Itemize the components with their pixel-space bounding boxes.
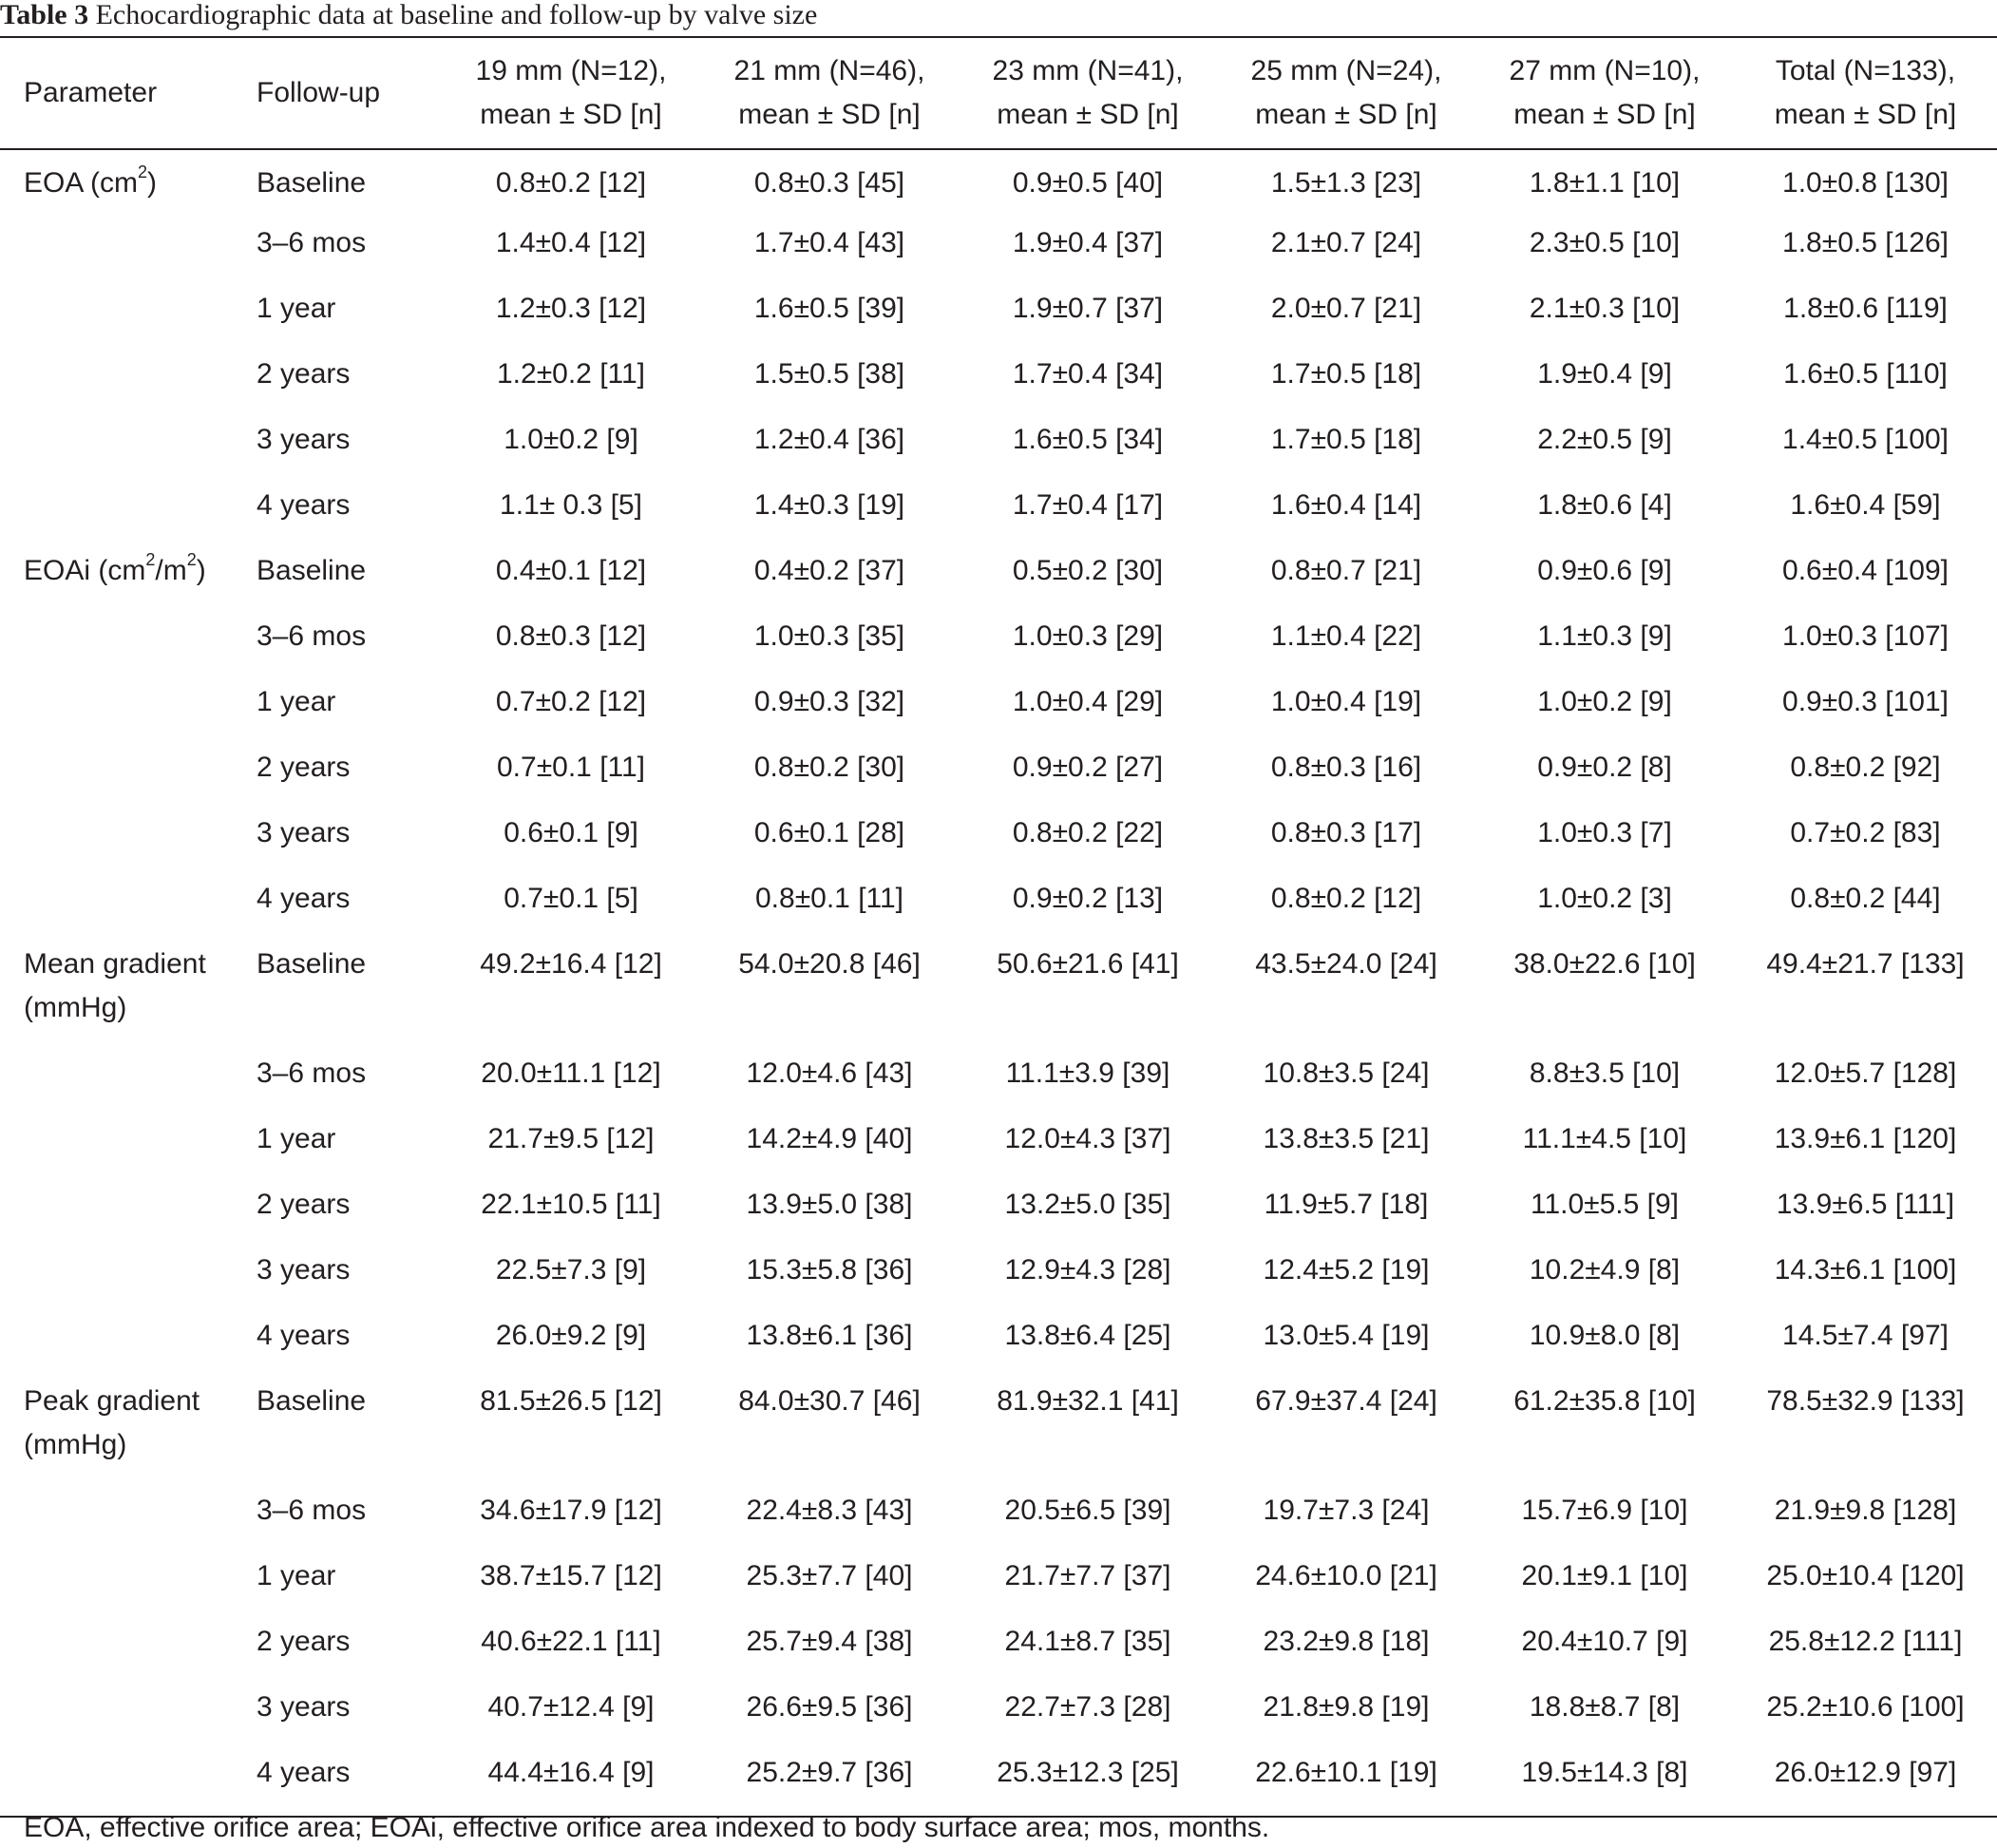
header-group-19mm [442,37,700,149]
value-cell: 84.0±30.7 [46] [738,1385,921,1417]
table-row [0,1489,1997,1554]
value-cell: 22.7±7.3 [28] [1004,1691,1171,1723]
value-cell: 12.0±4.3 [37] [1004,1123,1171,1154]
table-row [0,943,1997,1052]
value-cell: 19.7±7.3 [24] [1263,1495,1430,1526]
value-cell: 0.8±0.2 [92] [1790,752,1941,783]
table-row [0,418,1997,484]
parameter-cell [0,615,233,680]
value-cell: 20.1±9.1 [10] [1521,1560,1688,1591]
value-cell: 18.8±8.7 [8] [1529,1691,1681,1723]
header-parameter: Parameter [24,77,158,108]
followup-cell: 3–6 mos [257,1057,367,1089]
value-cell: 2.2±0.5 [9] [1537,424,1672,455]
followup-cell: 2 years [257,1189,351,1220]
value-cell: 21.8±9.8 [19] [1263,1691,1430,1723]
value-cell: 1.4±0.3 [19] [753,489,905,521]
value-cell: 81.9±32.1 [41] [997,1385,1179,1417]
header-size: 23 mm (N=41), [992,55,1184,86]
value-cell: 2.0±0.7 [21] [1270,293,1422,324]
table-row [0,877,1997,943]
value-cell: 54.0±20.8 [46] [738,948,921,980]
value-cell: 1.6±0.4 [59] [1790,489,1941,521]
header-stat: mean ± SD [n] [1774,99,1957,130]
table-row [0,1117,1997,1183]
value-cell: 0.9±0.3 [101] [1782,686,1949,717]
parameter-cell [0,1751,233,1817]
table-row [0,149,1997,221]
value-cell: 1.0±0.3 [107] [1782,620,1949,652]
followup-cell: 3–6 mos [257,620,367,652]
value-cell: 26.6±9.5 [36] [746,1691,913,1723]
value-cell: 25.3±7.7 [40] [746,1560,913,1591]
value-cell: 12.0±5.7 [128] [1774,1057,1957,1089]
value-cell: 1.5±0.5 [38] [753,358,905,390]
value-cell: 13.9±5.0 [38] [746,1189,913,1220]
value-cell: 12.4±5.2 [19] [1263,1254,1430,1286]
followup-cell: 2 years [257,752,351,783]
value-cell: 10.9±8.0 [8] [1529,1320,1681,1351]
value-cell: 40.7±12.4 [9] [487,1691,655,1723]
followup-cell: 1 year [257,686,336,717]
value-cell: 1.7±0.4 [34] [1012,358,1164,390]
value-cell: 20.4±10.7 [9] [1521,1626,1688,1657]
value-cell: 49.4±21.7 [133] [1766,948,1965,980]
table-row [0,1380,1997,1489]
parameter-cell [0,287,233,352]
table-footnote: EOA, effective orifice area; EOAi, effective orifice area indexed to body surface area; mos, months. [24,1812,1270,1843]
parameter-cell [0,1248,233,1314]
value-cell: 1.7±0.5 [18] [1270,358,1422,390]
table-row [0,1554,1997,1620]
table-body [0,149,1997,1817]
value-cell: 81.5±26.5 [12] [480,1385,662,1417]
value-cell: 0.8±0.1 [11] [754,883,904,914]
value-cell: 1.1± 0.3 [5] [500,489,642,521]
value-cell: 22.4±8.3 [43] [746,1495,913,1526]
parameter-label: EOAi (cm [24,555,146,586]
value-cell: 1.8±1.1 [10] [1529,167,1681,199]
value-cell: 0.5±0.2 [30] [1012,555,1164,586]
table-row [0,1620,1997,1686]
value-cell: 1.7±0.5 [18] [1270,424,1422,455]
value-cell: 1.0±0.3 [29] [1012,620,1164,652]
value-cell: 22.6±10.1 [19] [1255,1757,1437,1788]
header-group-23mm [959,37,1217,149]
value-cell: 1.2±0.3 [12] [495,293,647,324]
header-row [0,37,1997,149]
value-cell: 0.9±0.6 [9] [1537,555,1672,586]
table-row [0,811,1997,877]
value-cell: 61.2±35.8 [10] [1513,1385,1696,1417]
value-cell: 25.7±9.4 [38] [746,1626,913,1657]
value-cell: 67.9±37.4 [24] [1255,1385,1437,1417]
header-size: Total (N=133), [1775,55,1956,86]
value-cell: 13.2±5.0 [35] [1004,1189,1171,1220]
parameter-cell [0,1554,233,1620]
followup-cell: 4 years [257,1320,351,1351]
parameter-superscript: 2 [138,162,148,181]
value-cell: 26.0±9.2 [9] [495,1320,647,1351]
value-cell: 13.8±6.4 [25] [1004,1320,1171,1351]
header-size: 19 mm (N=12), [475,55,667,86]
value-cell: 0.8±0.7 [21] [1270,555,1422,586]
parameter-cell [0,811,233,877]
table-row [0,287,1997,352]
value-cell: 1.1±0.4 [22] [1270,620,1422,652]
value-cell: 0.8±0.3 [45] [753,167,905,199]
value-cell: 1.9±0.7 [37] [1012,293,1164,324]
value-cell: 0.6±0.4 [109] [1782,555,1949,586]
value-cell: 0.8±0.3 [17] [1270,817,1422,848]
table-row [0,221,1997,287]
value-cell: 1.8±0.6 [4] [1537,489,1672,521]
value-cell: 14.3±6.1 [100] [1774,1254,1957,1286]
value-cell: 0.7±0.1 [11] [496,752,646,783]
value-cell: 10.2±4.9 [8] [1529,1254,1681,1286]
table-row [0,352,1997,418]
value-cell: 1.6±0.5 [110] [1783,358,1948,390]
value-cell: 0.7±0.1 [5] [504,883,638,914]
followup-cell: 1 year [257,293,336,324]
parameter-cell [0,1117,233,1183]
followup-cell: Baseline [257,167,367,199]
followup-cell: 3 years [257,1691,351,1723]
value-cell: 14.2±4.9 [40] [746,1123,913,1154]
followup-cell: 2 years [257,1626,351,1657]
parameter-cell [0,1489,233,1554]
value-cell: 1.6±0.5 [39] [753,293,905,324]
value-cell: 78.5±32.9 [133] [1766,1385,1965,1417]
value-cell: 1.1±0.3 [9] [1537,620,1672,652]
value-cell: 15.3±5.8 [36] [746,1254,913,1286]
value-cell: 38.7±15.7 [12] [480,1560,662,1591]
parameter-cell [0,877,233,943]
value-cell: 1.8±0.5 [126] [1782,227,1949,258]
value-cell: 0.8±0.2 [12] [495,167,647,199]
value-cell: 24.1±8.7 [35] [1004,1626,1171,1657]
value-cell: 44.4±16.4 [9] [487,1757,655,1788]
parameter-cell [0,943,233,1052]
value-cell: 0.9±0.5 [40] [1012,167,1164,199]
value-cell: 25.0±10.4 [120] [1766,1560,1965,1591]
value-cell: 21.9±9.8 [128] [1774,1495,1957,1526]
followup-cell: 1 year [257,1123,336,1154]
parameter-cell [0,418,233,484]
parameter-label: Peak gradient [24,1385,200,1417]
header-stat: mean ± SD [n] [480,99,662,130]
followup-cell: 3–6 mos [257,227,367,258]
value-cell: 0.8±0.2 [22] [1012,817,1164,848]
value-cell: 13.9±6.1 [120] [1774,1123,1957,1154]
followup-cell: 1 year [257,1560,336,1591]
value-cell: 0.4±0.1 [12] [495,555,647,586]
table-caption-text: Echocardiographic data at baseline and follow-up by valve size [95,0,818,30]
value-cell: 25.8±12.2 [111] [1768,1626,1963,1657]
value-cell: 11.1±4.5 [10] [1522,1123,1687,1154]
header-group-21mm [700,37,959,149]
table-caption [0,0,817,34]
header-size: 25 mm (N=24), [1250,55,1442,86]
followup-cell: 4 years [257,489,351,521]
header-group-27mm [1475,37,1734,149]
parameter-label-mid: /m [155,555,187,586]
table-row [0,1248,1997,1314]
value-cell: 1.0±0.2 [9] [504,424,638,455]
header-stat: mean ± SD [n] [738,99,921,130]
value-cell: 2.3±0.5 [10] [1529,227,1681,258]
value-cell: 11.0±5.5 [9] [1530,1189,1680,1220]
value-cell: 0.8±0.2 [44] [1790,883,1941,914]
value-cell: 1.6±0.4 [14] [1270,489,1422,521]
value-cell: 0.8±0.2 [30] [753,752,905,783]
parameter-unit: (mmHg) [24,1429,127,1460]
parameter-cell [0,484,233,549]
value-cell: 20.5±6.5 [39] [1004,1495,1171,1526]
value-cell: 0.9±0.2 [8] [1537,752,1672,783]
value-cell: 10.8±3.5 [24] [1263,1057,1430,1089]
table-row [0,615,1997,680]
value-cell: 0.9±0.2 [27] [1012,752,1164,783]
value-cell: 8.8±3.5 [10] [1529,1057,1681,1089]
value-cell: 50.6±21.6 [41] [997,948,1179,980]
parameter-cell [0,1314,233,1380]
parameter-label: Mean gradient [24,948,206,980]
table-header [0,37,1997,149]
followup-cell: 3 years [257,817,351,848]
parameter-superscript: 2 [186,550,197,569]
value-cell: 22.1±10.5 [11] [481,1189,661,1220]
value-cell: 1.2±0.2 [11] [496,358,646,390]
parameter-superscript: 2 [145,550,156,569]
followup-cell: Baseline [257,555,367,586]
table-row [0,549,1997,615]
header-group-25mm [1217,37,1475,149]
header-stat: mean ± SD [n] [1255,99,1437,130]
followup-cell: 4 years [257,1757,351,1788]
value-cell: 0.7±0.2 [83] [1790,817,1941,848]
parameter-cell [0,1380,233,1489]
value-cell: 49.2±16.4 [12] [480,948,662,980]
value-cell: 2.1±0.7 [24] [1270,227,1422,258]
value-cell: 1.8±0.6 [119] [1783,293,1948,324]
followup-cell: Baseline [257,948,367,980]
table-row [0,1686,1997,1751]
value-cell: 21.7±9.5 [12] [487,1123,655,1154]
value-cell: 0.8±0.2 [12] [1270,883,1422,914]
table-row [0,1751,1997,1817]
followup-cell: 4 years [257,883,351,914]
value-cell: 20.0±11.1 [12] [481,1057,661,1089]
followup-cell: 3 years [257,1254,351,1286]
value-cell: 1.2±0.4 [36] [753,424,905,455]
header-stat: mean ± SD [n] [1513,99,1696,130]
table-row [0,1314,1997,1380]
value-cell: 43.5±24.0 [24] [1255,948,1437,980]
followup-cell: 2 years [257,358,351,390]
header-group-total [1734,37,1997,149]
value-cell: 1.0±0.3 [7] [1537,817,1672,848]
value-cell: 1.0±0.4 [19] [1270,686,1422,717]
value-cell: 1.4±0.5 [100] [1782,424,1949,455]
value-cell: 26.0±12.9 [97] [1774,1757,1957,1788]
followup-cell: Baseline [257,1385,367,1417]
value-cell: 12.9±4.3 [28] [1004,1254,1171,1286]
value-cell: 19.5±14.3 [8] [1521,1757,1688,1788]
value-cell: 21.7±7.7 [37] [1004,1560,1171,1591]
value-cell: 0.8±0.3 [12] [495,620,647,652]
value-cell: 0.9±0.3 [32] [753,686,905,717]
value-cell: 13.0±5.4 [19] [1263,1320,1430,1351]
parameter-cell [0,746,233,811]
value-cell: 0.7±0.2 [12] [495,686,647,717]
table-row [0,680,1997,746]
value-cell: 1.0±0.2 [9] [1537,686,1672,717]
value-cell: 1.0±0.8 [130] [1782,167,1949,199]
value-cell: 11.1±3.9 [39] [1005,1057,1170,1089]
parameter-cell [0,1183,233,1248]
header-stat: mean ± SD [n] [997,99,1179,130]
table-row [0,484,1997,549]
value-cell: 22.5±7.3 [9] [495,1254,647,1286]
value-cell: 2.1±0.3 [10] [1529,293,1681,324]
parameter-label-mid: ) [147,167,158,199]
value-cell: 0.6±0.1 [28] [753,817,905,848]
value-cell: 24.6±10.0 [21] [1255,1560,1437,1591]
value-cell: 40.6±22.1 [11] [481,1626,661,1657]
parameter-cell [0,1620,233,1686]
value-cell: 1.7±0.4 [43] [753,227,905,258]
value-cell: 13.8±3.5 [21] [1263,1123,1430,1154]
value-cell: 1.0±0.4 [29] [1012,686,1164,717]
value-cell: 13.9±6.5 [111] [1776,1189,1955,1220]
value-cell: 0.8±0.3 [16] [1270,752,1422,783]
value-cell: 25.2±10.6 [100] [1766,1691,1965,1723]
table-row [0,1052,1997,1117]
table-row [0,746,1997,811]
parameter-cell [0,549,233,615]
value-cell: 0.6±0.1 [9] [504,817,638,848]
value-cell: 25.3±12.3 [25] [997,1757,1179,1788]
value-cell: 13.8±6.1 [36] [746,1320,913,1351]
value-cell: 1.6±0.5 [34] [1012,424,1164,455]
value-cell: 1.7±0.4 [17] [1012,489,1164,521]
value-cell: 15.7±6.9 [10] [1521,1495,1688,1526]
table-row [0,1183,1997,1248]
value-cell: 38.0±22.6 [10] [1513,948,1696,980]
parameter-cell [0,352,233,418]
header-size: 27 mm (N=10), [1509,55,1701,86]
value-cell: 23.2±9.8 [18] [1263,1626,1430,1657]
value-cell: 1.4±0.4 [12] [495,227,647,258]
value-cell: 34.6±17.9 [12] [480,1495,662,1526]
value-cell: 11.9±5.7 [18] [1264,1189,1429,1220]
parameter-cell [0,221,233,287]
value-cell: 25.2±9.7 [36] [746,1757,913,1788]
value-cell: 1.0±0.2 [3] [1537,883,1672,914]
value-cell: 1.9±0.4 [9] [1537,358,1672,390]
header-followup: Follow-up [257,77,381,108]
value-cell: 0.4±0.2 [37] [753,555,905,586]
parameter-cell [0,680,233,746]
parameter-label-end: ) [196,555,206,586]
value-cell: 0.9±0.2 [13] [1012,883,1164,914]
value-cell: 14.5±7.4 [97] [1782,1320,1949,1351]
parameter-cell [0,149,233,221]
value-cell: 12.0±4.6 [43] [746,1057,913,1089]
parameter-unit: (mmHg) [24,992,127,1023]
followup-cell: 3 years [257,424,351,455]
echo-data-table [0,36,1997,1818]
parameter-label: EOA (cm [24,167,139,199]
followup-cell: 3–6 mos [257,1495,367,1526]
parameter-cell [0,1052,233,1117]
parameter-cell [0,1686,233,1751]
value-cell: 1.0±0.3 [35] [753,620,905,652]
table-caption-label: Table 3 [0,0,89,30]
value-cell: 1.9±0.4 [37] [1012,227,1164,258]
header-size: 21 mm (N=46), [733,55,925,86]
value-cell: 1.5±1.3 [23] [1270,167,1422,199]
